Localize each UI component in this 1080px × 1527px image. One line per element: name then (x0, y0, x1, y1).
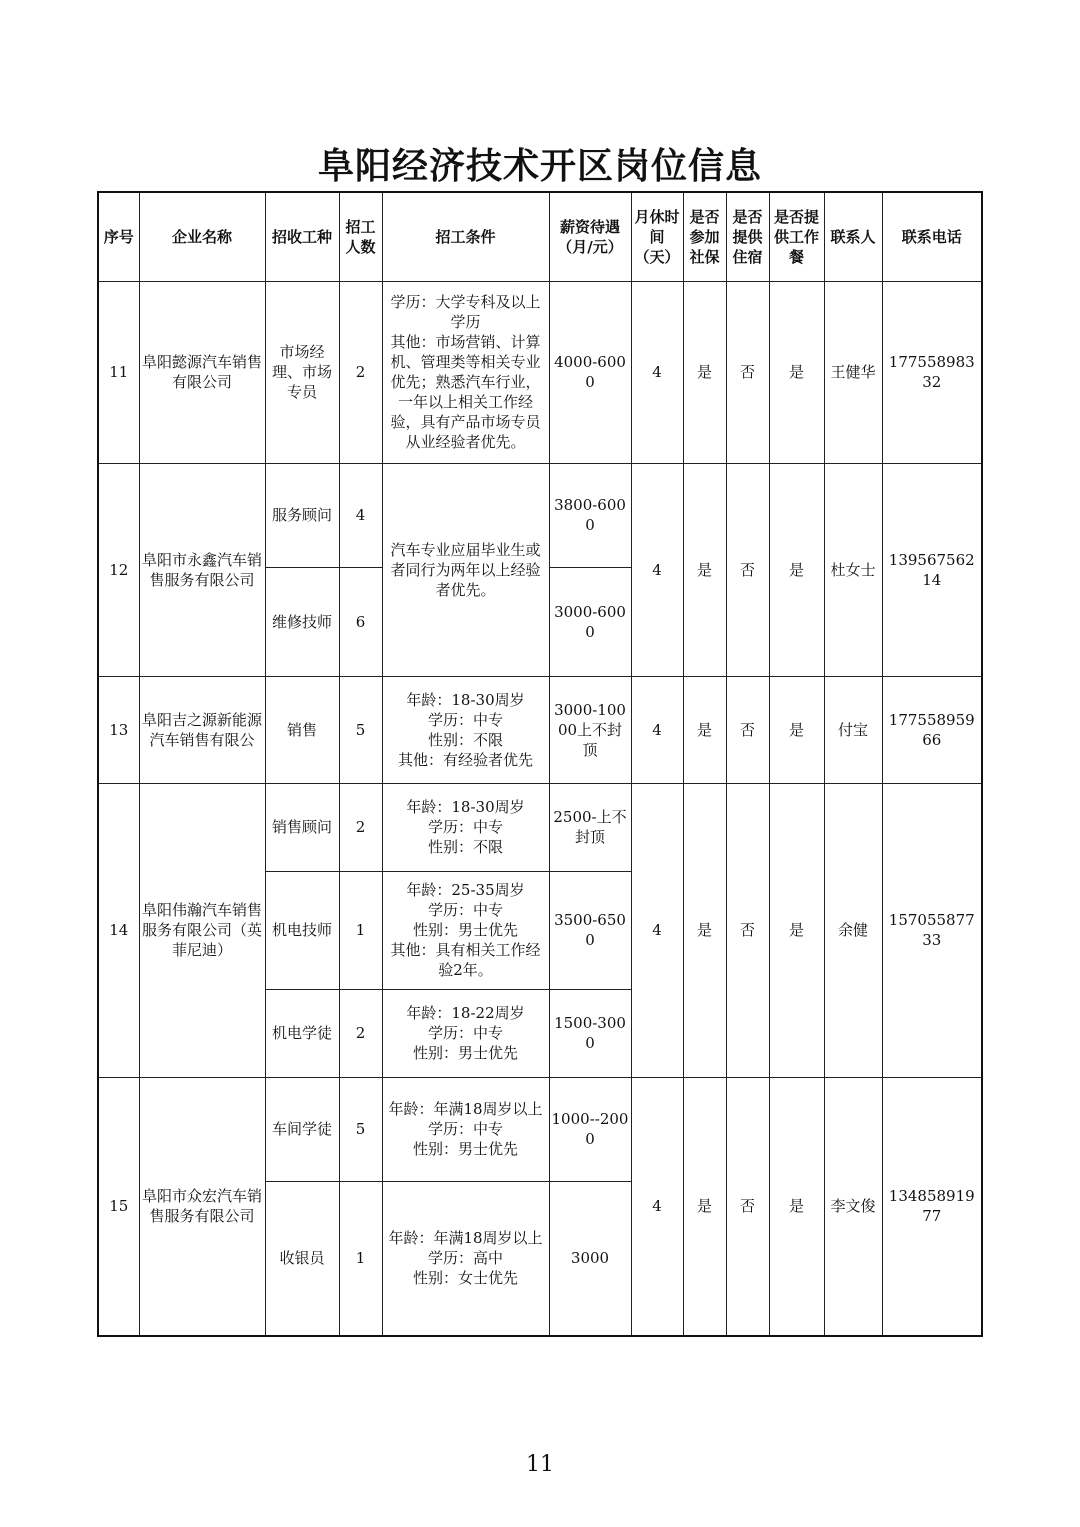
insurance-cell: 是 (683, 463, 726, 676)
job-count-cell: 5 (339, 1077, 382, 1181)
requirements-cell: 年龄：年满18周岁以上 学历：中专 性别：男士优先 (382, 1077, 549, 1181)
table-row (98, 463, 982, 567)
job-title-cell: 收银员 (265, 1181, 339, 1336)
meals-cell: 是 (769, 1077, 824, 1336)
header-meals: 是否提供工作餐 (769, 192, 824, 281)
seq-cell: 14 (98, 783, 139, 1077)
company-name-cell: 阜阳伟瀚汽车销售服务有限公司（英菲尼迪） (139, 783, 265, 1077)
header-rest: 月休时间（天） (631, 192, 683, 281)
job-title-cell: 维修技师 (265, 567, 339, 676)
salary-cell: 1500-3000 (549, 989, 631, 1077)
housing-cell: 否 (726, 783, 769, 1077)
phone-cell: 17755898332 (882, 281, 982, 463)
seq-cell: 13 (98, 676, 139, 783)
salary-cell: 3000-6000 (549, 567, 631, 676)
header-requirements: 招工条件 (382, 192, 549, 281)
contact-cell: 付宝 (824, 676, 882, 783)
table-row (98, 676, 982, 783)
job-title-cell: 服务顾问 (265, 463, 339, 567)
job-title-cell: 销售 (265, 676, 339, 783)
insurance-cell: 是 (683, 1077, 726, 1336)
company-name-cell: 阜阳吉之源新能源汽车销售有限公 (139, 676, 265, 783)
requirements-cell: 年龄：18-30周岁 学历：中专 性别：不限 (382, 783, 549, 871)
requirements-cell: 年龄：年满18周岁以上 学历：高中 性别：女士优先 (382, 1181, 549, 1336)
job-count-cell: 1 (339, 1181, 382, 1336)
table-header-row (98, 192, 982, 281)
contact-cell: 李文俊 (824, 1077, 882, 1336)
header-contact: 联系人 (824, 192, 882, 281)
job-count-cell: 6 (339, 567, 382, 676)
job-count-cell: 2 (339, 783, 382, 871)
salary-cell: 4000-6000 (549, 281, 631, 463)
company-name-cell: 阜阳市众宏汽车销售服务有限公司 (139, 1077, 265, 1336)
header-seq: 序号 (98, 192, 139, 281)
meals-cell: 是 (769, 281, 824, 463)
contact-cell: 余健 (824, 783, 882, 1077)
rest-days-cell: 4 (631, 783, 683, 1077)
requirements-cell: 年龄：25-35周岁 学历：中专 性别：男士优先 其他：具有相关工作经验2年。 (382, 871, 549, 989)
requirements-cell: 学历：大学专科及以上学历 其他：市场营销、计算机、管理类等相关专业优先；熟悉汽车行业，一年以上相关工作经验，具有产品市场专员从业经验者优先。 (382, 281, 549, 463)
meals-cell: 是 (769, 463, 824, 676)
rest-days-cell: 4 (631, 281, 683, 463)
salary-cell: 3000-10000上不封顶 (549, 676, 631, 783)
page-title: 阜阳经济技术开区岗位信息 (317, 146, 762, 187)
housing-cell: 否 (726, 1077, 769, 1336)
contact-cell: 王健华 (824, 281, 882, 463)
meals-cell: 是 (769, 783, 824, 1077)
housing-cell: 否 (726, 281, 769, 463)
rest-days-cell: 4 (631, 1077, 683, 1336)
salary-cell: 1000--2000 (549, 1077, 631, 1181)
insurance-cell: 是 (683, 676, 726, 783)
salary-cell: 3500-6500 (549, 871, 631, 989)
seq-cell: 11 (98, 281, 139, 463)
job-table (97, 191, 983, 1337)
salary-cell: 3000 (549, 1181, 631, 1336)
seq-cell: 15 (98, 1077, 139, 1336)
phone-cell: 15705587733 (882, 783, 982, 1077)
job-title-cell: 车间学徒 (265, 1077, 339, 1181)
salary-cell: 3800-6000 (549, 463, 631, 567)
job-title-cell: 机电技师 (265, 871, 339, 989)
job-count-cell: 2 (339, 989, 382, 1077)
job-title-cell: 市场经理、市场专员 (265, 281, 339, 463)
company-name-cell: 阜阳懿源汽车销售有限公司 (139, 281, 265, 463)
requirements-cell: 年龄：18-30周岁 学历：中专 性别：不限 其他：有经验者优先 (382, 676, 549, 783)
page-number: 11 (526, 1452, 554, 1477)
job-title-cell: 机电学徒 (265, 989, 339, 1077)
housing-cell: 否 (726, 463, 769, 676)
job-count-cell: 1 (339, 871, 382, 989)
phone-cell: 17755895966 (882, 676, 982, 783)
salary-cell: 2500-上不封顶 (549, 783, 631, 871)
table-row (98, 1077, 982, 1181)
insurance-cell: 是 (683, 783, 726, 1077)
job-count-cell: 4 (339, 463, 382, 567)
seq-cell: 12 (98, 463, 139, 676)
housing-cell: 否 (726, 676, 769, 783)
job-count-cell: 2 (339, 281, 382, 463)
requirements-cell: 汽车专业应届毕业生或者同行为两年以上经验者优先。 (382, 463, 549, 676)
meals-cell: 是 (769, 676, 824, 783)
contact-cell: 杜女士 (824, 463, 882, 676)
rest-days-cell: 4 (631, 463, 683, 676)
phone-cell: 13485891977 (882, 1077, 982, 1336)
header-company: 企业名称 (139, 192, 265, 281)
phone-cell: 13956756214 (882, 463, 982, 676)
rest-days-cell: 4 (631, 676, 683, 783)
header-phone: 联系电话 (882, 192, 982, 281)
job-title-cell: 销售顾问 (265, 783, 339, 871)
job-count-cell: 5 (339, 676, 382, 783)
insurance-cell: 是 (683, 281, 726, 463)
table-row (98, 281, 982, 463)
header-salary: 薪资待遇（月/元） (549, 192, 631, 281)
header-housing: 是否提供住宿 (726, 192, 769, 281)
header-count: 招工人数 (339, 192, 382, 281)
table-row (98, 783, 982, 871)
header-insurance: 是否参加社保 (683, 192, 726, 281)
requirements-cell: 年龄：18-22周岁 学历：中专 性别：男士优先 (382, 989, 549, 1077)
header-job: 招收工种 (265, 192, 339, 281)
company-name-cell: 阜阳市永鑫汽车销售服务有限公司 (139, 463, 265, 676)
